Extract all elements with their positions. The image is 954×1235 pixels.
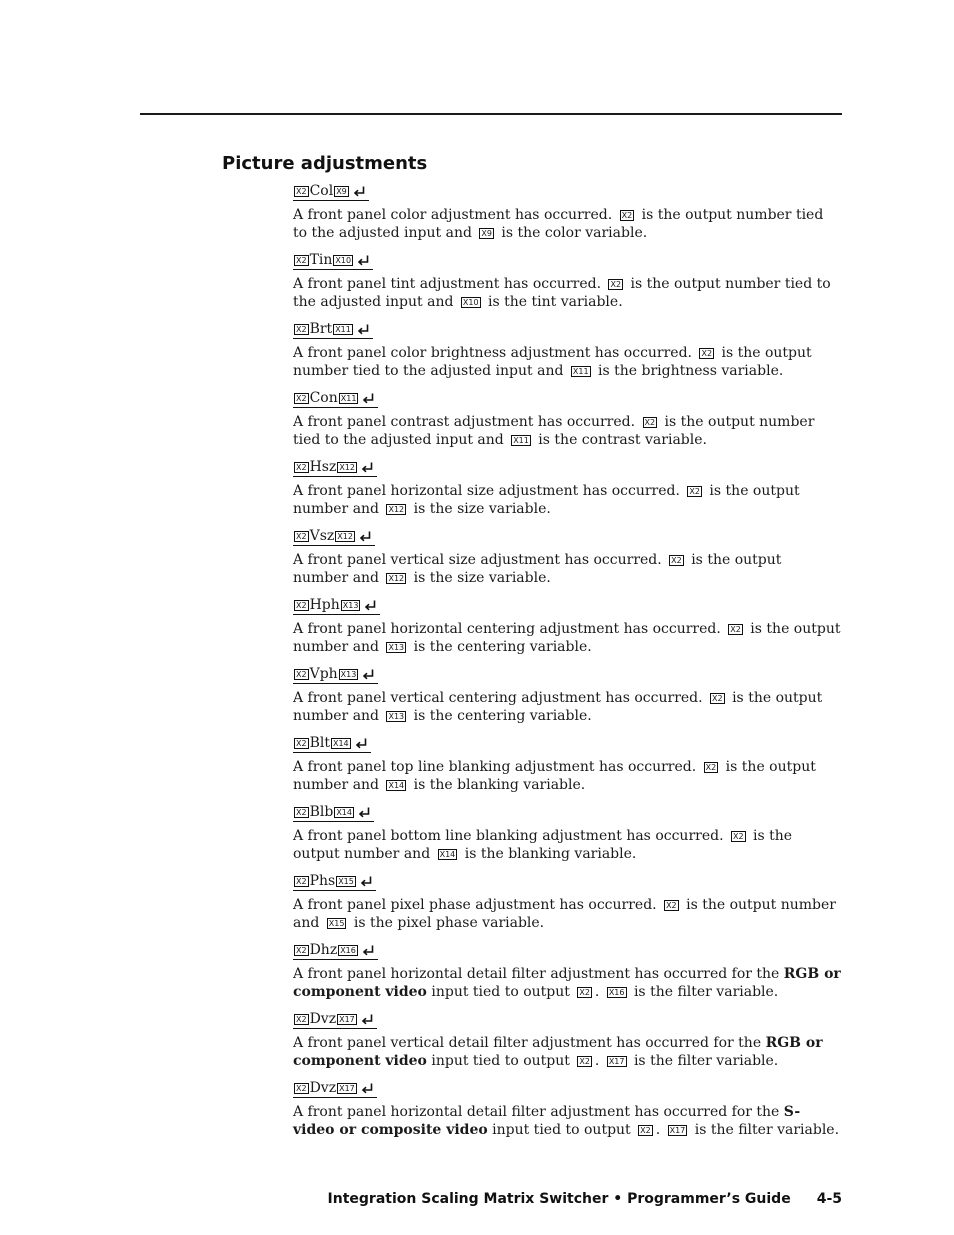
variable-box: X2 [296,187,307,196]
description-text: is the brightness variable. [593,363,784,379]
variable-box: X2 [296,1015,307,1024]
response-syntax [293,872,376,891]
response-description [293,1103,841,1139]
description-text: A front panel horizontal size adjustment has occurred. [293,483,685,499]
response-keyword: Vsz [309,528,335,544]
description-text: A front panel horizontal detail filter adjustment has occurred for the [293,966,784,982]
variable-box: X2 [671,556,682,565]
response-description [293,551,841,587]
description-text: . [655,1122,665,1138]
response-keyword: Tin [309,252,333,268]
response-entry [293,939,841,1008]
response-entry [293,525,841,594]
response-syntax [293,665,378,684]
enter-icon [364,598,376,610]
response-keyword: Vph [309,666,338,682]
variable-box: X2 [666,901,677,910]
description-text: is the contrast variable. [533,432,707,448]
description-text: is the pixel phase variable. [349,915,545,931]
variable-box: X16 [340,946,356,955]
response-description [293,689,841,725]
variable-box: X2 [579,988,590,997]
description-text: is the color variable. [496,225,648,241]
description-text: A front panel color adjustment has occurred. [293,207,617,223]
response-entry [293,387,841,456]
variable-box: X11 [513,436,529,445]
response-entry [293,318,841,387]
response-list [293,180,841,1146]
description-text: A front panel horizontal detail filter adjustment has occurred for the [293,1104,784,1120]
description-text: is the size variable. [409,501,551,517]
variable-box: X14 [388,781,405,790]
response-keyword: Con [309,390,338,406]
response-description [293,758,841,794]
variable-box: X2 [296,670,307,679]
response-keyword: Brt [309,321,333,337]
response-syntax [293,1010,377,1029]
description-text: is the output number and [293,828,793,862]
description-text: is the blanking variable. [460,846,637,862]
description-text: A front panel vertical centering adjustment has occurred. [293,690,708,706]
description-text: input tied to output [487,1122,636,1138]
variable-box: X15 [338,877,354,886]
page-footer [0,1191,842,1207]
variable-box: X2 [705,763,717,772]
response-syntax [293,803,374,822]
variable-box: X2 [296,739,307,748]
response-syntax [293,527,375,546]
response-entry [293,249,841,318]
bold-text: S-video or composite video [293,1104,801,1138]
enter-icon [361,1012,373,1024]
response-syntax [293,734,371,753]
variable-box: X14 [439,850,456,859]
description-text: is the size variable. [409,570,551,586]
response-description [293,275,841,311]
enter-icon [360,874,372,886]
description-text: is the tint variable. [483,294,623,310]
description-text: is the output number tied to the adjusted input and [293,345,812,379]
response-description [293,896,841,932]
variable-box: X10 [335,256,352,265]
variable-box: X17 [669,1126,686,1135]
description-text: is the output number and [293,759,816,793]
variable-box: X17 [339,1084,355,1093]
variable-box: X2 [730,625,741,634]
response-keyword: Phs [309,873,336,889]
response-syntax [293,596,380,615]
description-text: A front panel vertical size adjustment has occurred. [293,552,667,568]
variable-box: X13 [388,643,405,652]
footer-title: Integration Scaling Matrix Switcher • Programmer’s Guide [327,1191,791,1207]
variable-box: X12 [388,505,405,514]
response-keyword: Hph [309,597,340,613]
description-text: A front panel horizontal centering adjustment has occurred. [293,621,726,637]
variable-box: X2 [296,1084,307,1093]
bold-text: RGB or component video [293,966,841,1000]
variable-box: X2 [579,1057,590,1066]
description-text: is the filter variable. [629,984,779,1000]
response-keyword: Dhz [309,942,338,958]
description-text: is the filter variable. [690,1122,840,1138]
variable-box: X12 [337,532,353,541]
section-heading: Picture adjustments [222,153,428,174]
variable-box: X2 [296,946,307,955]
response-entry [293,732,841,801]
response-syntax [293,320,373,339]
response-entry [293,456,841,525]
enter-icon [359,529,371,541]
variable-box: X2 [296,808,307,817]
description-text: A front panel top line blanking adjustment has occurred. [293,759,701,775]
response-entry [293,594,841,663]
description-text: is the output number tied to the adjusted input and [293,414,815,448]
variable-box: X2 [296,394,307,403]
variable-box: X2 [701,349,713,358]
response-keyword: Dvz [309,1080,337,1096]
variable-box: X11 [340,394,357,403]
variable-box: X2 [640,1126,651,1135]
variable-box: X15 [328,919,345,928]
enter-icon [362,391,374,403]
description-text: A front panel tint adjustment has occurred. [293,276,606,292]
variable-box: X2 [610,280,622,289]
description-text: is the centering variable. [409,708,592,724]
description-text: is the output number and [293,621,841,655]
variable-box: X11 [335,325,351,334]
description-text: input tied to output [426,984,575,1000]
variable-box: X2 [689,487,700,496]
page-number: 4-5 [816,1191,842,1207]
description-text: . [594,1053,604,1069]
description-text: is the centering variable. [409,639,592,655]
response-syntax [293,1079,377,1098]
header-rule [140,113,842,115]
variable-box: X2 [712,694,723,703]
response-syntax [293,941,378,960]
variable-box: X14 [336,808,352,817]
description-text: A front panel bottom line blanking adjustment has occurred. [293,828,728,844]
variable-box: X13 [388,712,405,721]
variable-box: X2 [732,832,744,841]
description-text: is the output number and [293,483,800,517]
variable-box: X14 [332,739,349,748]
description-text: A front panel vertical detail filter adjustment has occurred for the [293,1035,766,1051]
variable-box: X17 [339,1015,355,1024]
variable-box: X17 [608,1057,625,1066]
response-description [293,206,841,242]
response-keyword: Blb [309,804,334,820]
response-entry [293,1077,841,1146]
description-text: input tied to output [426,1053,575,1069]
description-text: is the output number tied to the adjusted input and [293,207,824,241]
response-keyword: Hsz [309,459,337,475]
response-entry [293,870,841,939]
enter-icon [357,253,369,265]
response-entry [293,801,841,870]
variable-box: X11 [572,367,589,376]
description-text: is the output number and [293,552,782,586]
variable-box: X12 [388,574,405,583]
response-syntax [293,389,378,408]
response-syntax [293,182,369,201]
description-text: is the output number tied to the adjusted input and [293,276,831,310]
description-text: is the filter variable. [629,1053,779,1069]
description-text: . [594,984,604,1000]
description-text: is the output number and [293,690,823,724]
response-description [293,482,841,518]
response-keyword: Blt [309,735,330,751]
variable-box: X2 [296,877,307,886]
response-entry [293,663,841,732]
description-text: A front panel contrast adjustment has occurred. [293,414,640,430]
description-text: is the output number and [293,897,836,931]
enter-icon [361,460,373,472]
response-keyword: Dvz [309,1011,337,1027]
enter-icon [362,667,374,679]
variable-box: X2 [644,418,656,427]
response-syntax [293,458,377,477]
response-entry [293,1008,841,1077]
variable-box: X12 [339,463,356,472]
variable-box: X9 [481,229,492,238]
enter-icon [357,322,369,334]
description-text: A front panel color brightness adjustment has occurred. [293,345,697,361]
variable-box: X9 [336,187,347,196]
response-description [293,827,841,863]
description-text: is the blanking variable. [409,777,586,793]
variable-box: X2 [621,211,633,220]
response-entry [293,180,841,249]
response-keyword: Col [309,183,334,199]
variable-box: X2 [296,601,307,610]
response-description [293,965,841,1001]
variable-box: X2 [296,256,307,265]
response-syntax [293,251,373,270]
variable-box: X13 [340,670,357,679]
variable-box: X16 [608,988,625,997]
response-description [293,1034,841,1070]
variable-box: X10 [462,298,479,307]
bold-text: RGB or component video [293,1035,823,1069]
description-text: A front panel pixel phase adjustment has occurred. [293,897,662,913]
variable-box: X2 [296,325,307,334]
enter-icon [353,184,365,196]
variable-box: X2 [296,532,307,541]
response-description [293,620,841,656]
enter-icon [358,805,370,817]
variable-box: X13 [342,601,359,610]
response-description [293,413,841,449]
enter-icon [355,736,367,748]
enter-icon [361,1081,373,1093]
variable-box: X2 [296,463,307,472]
enter-icon [362,943,374,955]
response-description [293,344,841,380]
